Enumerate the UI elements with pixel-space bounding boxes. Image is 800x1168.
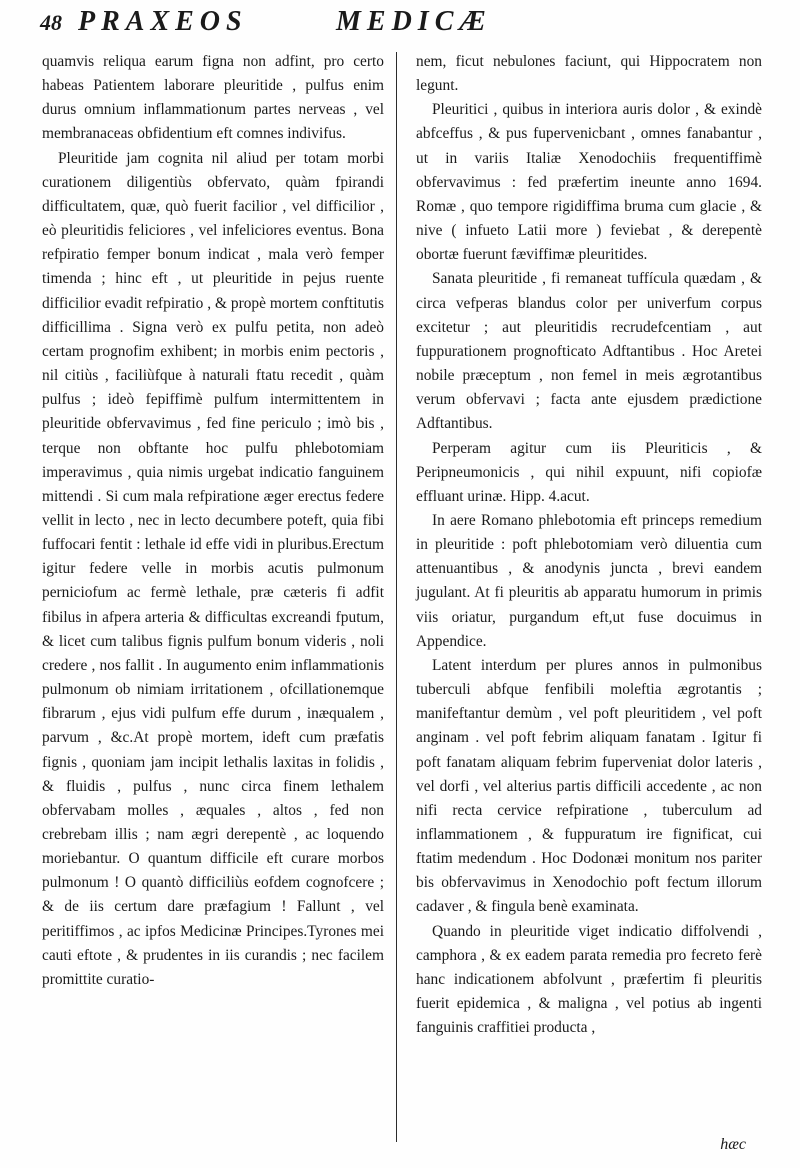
page-header	[40, 6, 780, 44]
right-paragraph-5: In aere Romano phlebotomia eft princeps remedium in pleuritide : poft phlebotomiam verò diluentia cum attenuantibus , & anodynis juncta , brevi eandem jugulant. At fi pleuritis ab apparatu humorum in primis viis oriatur, purgandum eft,ut fuse docuimus in Appendice.	[416, 511, 762, 650]
right-paragraph-6: Latent interdum per plures annos in pulmonibus tuberculi abfque fenfibili moleftia ægrotantis ; manifeftantur demùm , vel poft pleuritidem , vel poft anginam . vel poft febrim aliquam fanatam . Igitur fi poft fanatam aliquam febrim fuperveniat dolor lateris , vel dorfi , vel alterius partis difficili accedente , ac non nifi recta cervice refpiratione , tuberculum ad inflammationem , & fuppuratum ire fignificat, cui ftatim medendum . Hoc Dodonæi monitum nos pariter bis obfervavimus in Xenodochio poft fectum illorum cadaver , & fingula benè examinata.	[416, 656, 762, 916]
right-paragraph-4: Perperam agitur cum iis Pleuriticis , & Peripneumonicis , qui nihil expuunt, nifi copiofæ effluant urinæ. Hipp. 4.acut.	[416, 439, 762, 505]
left-paragraph-2: Pleuritide jam cognita nil aliud per totam morbi curationem diligentiùs obfervato, quàm fpirandi difficultatem, quæ, quò fuerit facilior , vel difficilior , eò pleuritidis feliciores , vel infeliciores eventus. Bona refpiratio femper bonum indicat , mala verò femper timenda ; hinc eft , ut pleuritide in pejus ruente difficilior evadit refpiratio , & propè mortem conftitutis difficillima . Signa verò ex pulfu petita, non adeò certam prognofim exhibent; in morbis enim pectoris , nil citiùs , faciliùfque à naturali ftatu recedit , quàm pulfus ; ideò fepiffimè pulfum intermittentem in pleuritide obfervavimus , fed fine periculo ; imò bis , terque non obftante hoc pulfu phlebotomiam imperavimus , quia nimis urgebat indicatio fanguinem mittendi . Si cum mala refpiratione æger erectus federe vellit in lecto , nec in lecto decumbere poteft, quia fibi fuffocari fentit : lethale id effe vidi in pluribus.Erectum igitur federe velle in morbis acutis pulmonum perniciofum ac fermè lethale, præ cæteris fi adfit fibilus in afpera arteria & difficultas excreandi fputum, & licet cum talibus fignis pulfum bonum videris , noli credere , nos fallit . In augumento enim inflammationis pulmonum ob nimiam irritationem , ofcillationemque fibrarum , ejus vidi pulfum effe durum , inæqualem , parvum , &c.At propè mortem, ideft cum præfatis fignis , quoniam jam incipit lethalis laxitas in folidis , & fluidis , pulfus , nunc circa finem lethalem obfervabam molles , æquales , altos , fed non crebrebam illis ; nam ægri derepentè , ac loquendo moriebantur. O quantum difficile eft curare morbos pulmonum ! O quantò difficiliùs eofdem cognofcere ; & de iis certum dare præfagium ! Fallunt , vel peritiffimos , ac ipfos Medicinæ Principes.Tyrones mei cauti eftote , & prudentes in iis curandis ; nec facilem promittite curatio-	[42, 149, 384, 988]
right-paragraph-3: Sanata pleuritide , fi remaneat tuffícula quædam , & circa vefperas blandus color per univerfum corpus excitetur ; aut pleuritidis recrudefcentiam , aut fuppurationem prognofticato Adftantibus . Hoc Aretei nobile præceptum , non femel in meis ægrotantibus verum obfervavi ; facta ante ejusdem prædictione Adftantibus.	[416, 270, 762, 433]
running-title-left: PRAXEOS	[78, 6, 248, 37]
left-column	[42, 50, 384, 992]
right-paragraph-2: Pleuritici , quibus in interiora auris dolor , & exindè abfceffus , & pus fupervenicbant , omnes fanabantur , ut in variis Italiæ Xenodochiis frequentiffimè obfervavimus : fed præfertim ineunte anno 1694. Romæ , quo tempore rigidiffima bruma cum glacie , & nive ( infueto Latii more ) feviebat , & derepentè obortæ fuerunt fæviffimæ pleuritides.	[416, 101, 762, 264]
page-number: 48	[40, 10, 62, 35]
right-column	[416, 50, 762, 1040]
right-paragraph-7: Quando in pleuritide viget indicatio diffolvendi , camphora , & ex eadem parata remedia pro fecreto ferè hanc indicationem abfolvunt , præfertim fi pleuritis fuerit epidemica , & maligna , vel potius ab ingenti fanguinis craffitiei producta ,	[416, 922, 762, 1037]
column-divider	[396, 52, 397, 1142]
right-paragraph-1: nem, ficut nebulones faciunt, qui Hippocratem non legunt.	[416, 53, 762, 95]
left-paragraph-1: quamvis reliqua earum figna non adfint, pro certo habeas Patientem laborare pleuritide , pulfus enim durus omnium inflammationum partes nerveas , vel membranaceas obfidentium eft comnes indivifus.	[42, 53, 384, 143]
catchword: hæc	[720, 1136, 746, 1153]
running-title-right: MEDICÆ	[336, 6, 492, 37]
